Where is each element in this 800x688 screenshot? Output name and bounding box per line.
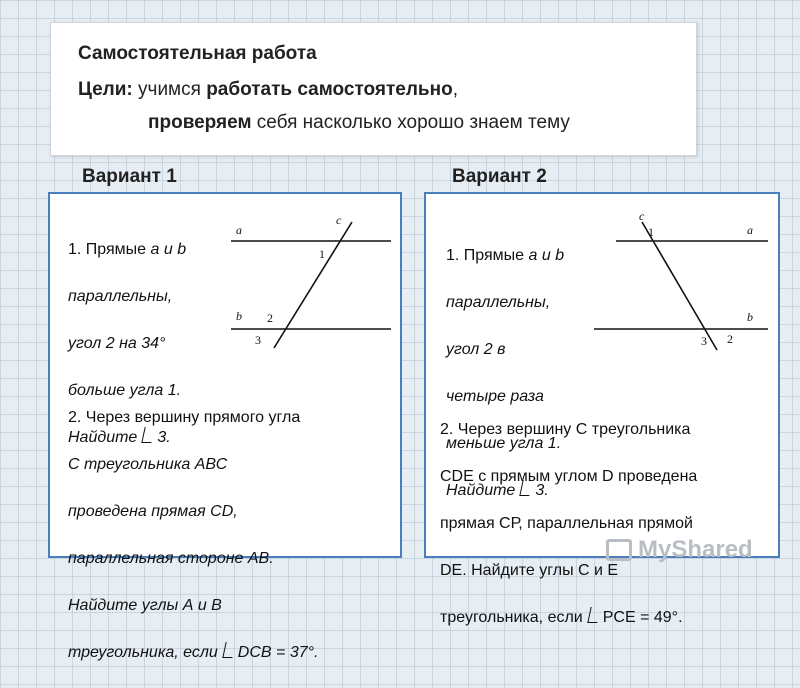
v2-task2-line5: треугольника, если PCE = 49°.: [440, 608, 683, 626]
v2-label-3: 3: [701, 334, 707, 348]
v1-task2-line5: Найдите углы А и В: [68, 596, 222, 614]
v2-task2-line3: прямая СР, параллельная прямой: [440, 514, 693, 532]
v2-task1-line6: Найдите 3.: [446, 481, 549, 499]
variant2-panel: [424, 192, 780, 626]
v1-label-2: 2: [267, 311, 273, 325]
v1-task1-line4: больше угла 1.: [68, 381, 182, 399]
watermark: [606, 536, 753, 564]
v2-label-a: a: [747, 223, 753, 237]
v1-task1-line5: Найдите 3.: [68, 428, 171, 446]
v1-label-c: c: [336, 213, 342, 227]
variant2-title: Вариант 2: [452, 166, 547, 187]
v1-task2-line6: треугольника, если DCB = 37°.: [68, 643, 319, 661]
angle-icon: [222, 642, 235, 658]
presentation-icon: [606, 539, 632, 561]
goals-text-2-bold: проверяем: [148, 112, 252, 133]
v2-label-2: 2: [727, 332, 733, 346]
v1-label-1: 1: [319, 247, 325, 261]
variant1-task2: [68, 382, 318, 688]
v1-task2-line3: проведена прямая CD,: [68, 502, 238, 520]
variant1-panel: [48, 192, 402, 661]
v1-label-b: b: [236, 309, 242, 323]
v1-task2-line2: С треугольника АВС: [68, 455, 228, 473]
v1-label-a: a: [236, 223, 242, 237]
goals-text-1-bold: работать самостоятельно: [206, 79, 453, 100]
goals-line-2: [148, 112, 570, 134]
v1-task2-line1: 2. Через вершину прямого угла: [68, 408, 301, 426]
v2-task1-line4: четыре раза: [446, 387, 544, 405]
v2-task2-line4: DE. Найдите углы С и Е: [440, 561, 619, 579]
goals-text-2: себя насколько хорошо знаем тему: [256, 112, 570, 133]
watermark-text: MyShared: [638, 536, 753, 563]
goals-line-1: [78, 79, 458, 101]
goals-text-1-end: ,: [452, 79, 458, 100]
v2-task1-line5: меньше угла 1.: [446, 434, 562, 452]
v2-task1-line2: параллельны,: [446, 293, 551, 311]
v2-task1-line1: 1. Прямые a и b: [446, 246, 565, 264]
v1-task2-line4: параллельная стороне АВ.: [68, 549, 274, 567]
variant1-diagram: [226, 212, 396, 352]
v1-task1-line3: угол 2 на 34°: [68, 334, 166, 352]
variant1-title: Вариант 1: [82, 166, 177, 187]
variant2-diagram: [594, 209, 770, 354]
v2-label-c: c: [639, 209, 645, 223]
v1-task1-line2: параллельны,: [68, 287, 173, 305]
v1-task1-line1: 1. Прямые a и b: [68, 240, 187, 258]
page-title: Самостоятельная работа: [78, 43, 317, 64]
v2-task2-line2: CDE с прямым углом D проведена: [440, 467, 698, 485]
header-card: [50, 22, 697, 156]
v2-task2-line1: 2. Через вершину С треугольника: [440, 420, 691, 438]
goals-text-1: учимся: [138, 79, 201, 100]
v2-label-b: b: [747, 310, 753, 324]
v1-label-3: 3: [255, 333, 261, 347]
v2-label-1: 1: [648, 225, 654, 239]
goals-label: Цели:: [78, 79, 133, 100]
variant2-task2: [440, 394, 697, 653]
v2-task1-line3: угол 2 в: [446, 340, 506, 358]
angle-icon: [587, 607, 600, 623]
